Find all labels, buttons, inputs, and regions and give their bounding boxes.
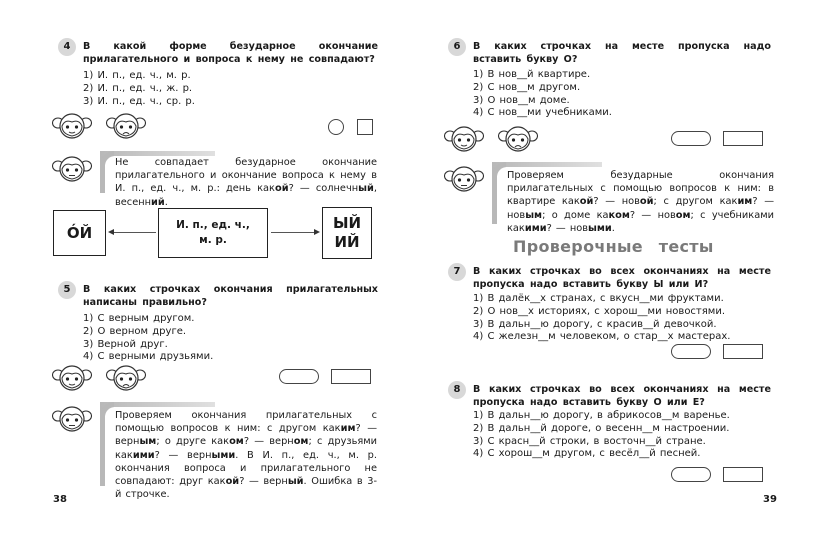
answer-rect-field[interactable] [331,369,371,384]
arrow-right-head-icon [314,229,320,235]
case-label-box [158,208,268,258]
page-number: 38 [53,494,67,505]
arrow-right [271,232,315,233]
ending-ii: ИЙ [334,233,360,251]
case-label-line1: И. п., ед. ч., [176,219,250,231]
answer-option: 2) О верном друге. [83,325,187,337]
answer-option: 3) С красн__й строки, в восточн__й стране. [473,435,706,447]
hint-text: Проверяем окончания прилагательных с помощью вопросов к ним: с другом каким? — верным; о друге каком? — верном; с друзьями какими? — верными. В И. п., ед. ч., м. р. окончания вопроса и прилагательного не совпадают: друг какой? — верный. Ошибка в 3-й строчке. [115,410,378,501]
answer-option: 1) В дальн__ю дорогу, в абрикосов__м варенье. [473,410,730,421]
task-question: В каких строчках во всех окончаниях на месте пропуска надо вставить букву Ы или И? [473,266,771,290]
arrow-left-head-icon [108,229,114,235]
answer-oval-field[interactable] [671,467,711,482]
answer-options [473,293,730,344]
answer-option: 2) И. п., ед. ч., ж. р. [83,82,193,94]
answer-option: 4) С железн__м человеком, о стар__х мастерах. [473,331,731,343]
answer-option: 3) И. п., ед. ч., ср. р. [83,95,195,107]
ending-yi: ЫЙ [332,214,362,232]
page-39 [410,0,820,537]
answer-square-checkbox[interactable] [357,119,373,135]
monkey-sad-icon [106,112,146,140]
task-number-badge: 4 [58,38,76,56]
monkey-sad-icon [498,125,538,153]
task-number-badge: 5 [58,281,76,299]
answer-option: 4) С верными друзьями. [83,351,214,363]
answer-option: 4) С нов__ми учебниками. [473,107,612,119]
answer-rect-field[interactable] [723,467,763,482]
answer-option: 2) О нов__х историях, с хорош__ми новостями. [473,305,725,317]
answer-options [83,313,213,364]
monkey-hint-icon [52,155,92,183]
hint-text: Проверяем безударные окончания прилагательных с помощью вопросов к ним: в квартире какой? — новой; с другом каким? — новым; о доме каком? — новом; с учебниками какими? — новыми. [507,170,774,234]
monkey-hint-icon [52,405,92,433]
task-question: В каких строчках на месте пропуска надо вставить букву О? [473,41,771,65]
monkey-smiling-icon [444,125,484,153]
answer-option: 1) И. п., ед. ч., м. р. [83,70,191,81]
answer-option: 2) С нов__м другом. [473,81,581,93]
answer-option: 1) В далёк__х странах, с вкусн__ми фруктами. [473,293,724,304]
answer-option: 1) В нов__й квартире. [473,69,591,80]
answer-options [473,410,730,461]
task-number-badge: 7 [448,263,466,281]
arrow-left [112,232,156,233]
hint-callout [100,402,380,501]
task-number-badge: 8 [448,381,466,399]
answer-circle-checkbox[interactable] [328,119,344,135]
task-question: В каких строчках во всех окончаниях на месте пропуска надо вставить букву О или Е? [473,384,771,408]
task-number-badge: 6 [448,38,466,56]
answer-options [473,69,612,120]
answer-options [83,70,195,108]
answer-option: 3) Верной друг. [83,338,168,350]
answer-oval-field[interactable] [279,369,319,384]
answer-option: 2) В дальн__й дороге, о весенн__м настроении. [473,422,730,434]
section-title: Проверочные тесты [513,237,714,256]
case-label-line2: м. р. [199,234,227,246]
answer-oval-field[interactable] [671,344,711,359]
hint-text: Не совпадает безударное окончание прилагательного и окончание вопроса к нему в И. п., ед. ч., м. р.: день какой? — солнечный, весенний. [115,157,378,208]
ending-oi-box: ÓЙ [53,210,106,256]
hint-callout [100,151,380,208]
answer-option: 4) С хорош__м другом, с весёл__й песней. [473,448,701,460]
task-question: В какой форме безударное окончание прилагательного и вопроса к нему не совпадают? [83,41,378,65]
task-question: В каких строчках окончания прилагательных написаны правильно? [83,284,378,308]
answer-rect-field[interactable] [723,344,763,359]
monkey-hint-icon [444,165,484,193]
monkey-smiling-icon [52,364,92,392]
page-number: 39 [763,494,777,505]
answer-rect-field[interactable] [723,131,763,146]
answer-oval-field[interactable] [671,131,711,146]
monkey-smiling-icon [52,112,92,140]
ending-yi-ii-box [322,207,372,259]
hint-callout [492,162,777,234]
answer-option: 3) В дальн__ю дорогу, с красив__й девочкой. [473,318,717,330]
answer-option: 1) С верным другом. [83,313,195,324]
monkey-sad-icon [106,364,146,392]
answer-option: 3) О нов__м доме. [473,94,570,106]
